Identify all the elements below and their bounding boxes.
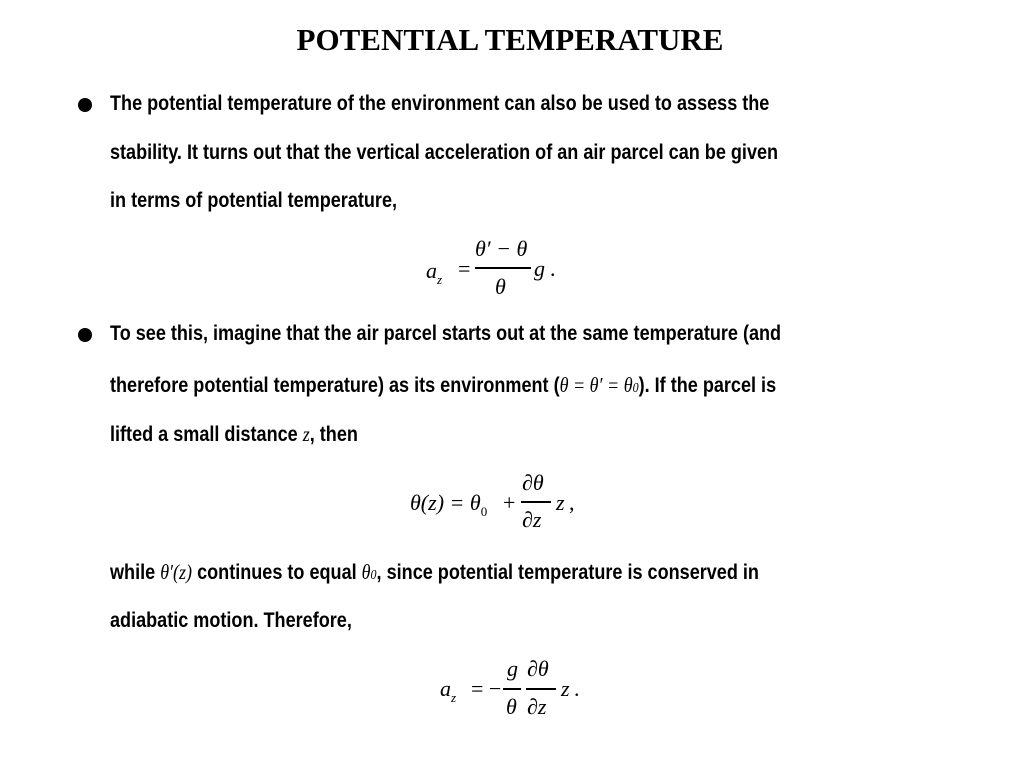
slide-title: POTENTIAL TEMPERATURE xyxy=(296,22,724,57)
eq3-lhs-sub: z xyxy=(451,690,457,705)
eq3-num2: ∂θ xyxy=(527,656,549,681)
eq2-end: , xyxy=(569,490,575,515)
eq3-factor: z xyxy=(561,676,570,701)
eq1-numerator: θ′ − θ xyxy=(475,236,528,261)
bullet2-line3-c: , then xyxy=(309,423,358,446)
bullet2-theta-equality: θ = θ′ = θ xyxy=(559,373,633,397)
bullet2-line3-a: lifted a small distance xyxy=(110,423,303,446)
bullet2-line3 xyxy=(110,422,358,447)
eq1-fraction-bar xyxy=(475,267,531,269)
eq2-lhs-sub: 0 xyxy=(480,504,488,519)
eq3-den2: ∂z xyxy=(527,694,547,719)
eq2-plus: + xyxy=(503,490,516,515)
bullet2-line3-z: z xyxy=(302,422,310,446)
eq3-fraction-bar-1 xyxy=(503,688,521,690)
eq1-lhs-sub: z xyxy=(437,272,443,287)
eq2-factor: z xyxy=(556,490,565,515)
bullet2-theta-sub: 0 xyxy=(632,381,639,396)
eq1-lhs-var: a xyxy=(426,258,437,283)
eq2-numerator: ∂θ xyxy=(522,470,544,495)
bullet2-line2 xyxy=(110,373,776,398)
text3-theta-prime-z: θ′(z) xyxy=(160,560,193,584)
eq1-denominator: θ xyxy=(495,274,506,299)
eq2-fraction-bar xyxy=(521,501,551,503)
eq3-fraction-bar-2 xyxy=(526,688,556,690)
eq1-end: . xyxy=(550,256,556,281)
bullet2-line1: To see this, imagine that the air parcel starts out at the same temperature (and xyxy=(110,322,782,345)
eq3-equals: = − xyxy=(471,676,502,701)
text3-theta-sub: 0 xyxy=(370,568,377,583)
text3-line1-e: , since potential temperature is conserved in xyxy=(376,561,759,584)
bullet1-line1: The potential temperature of the environment can also be used to assess the xyxy=(110,92,770,115)
eq2-lhs: θ(z) = θ xyxy=(410,490,481,515)
eq1-factor: g xyxy=(534,256,545,281)
bullet-dot-2 xyxy=(78,328,92,342)
eq2-denominator: ∂z xyxy=(522,507,542,532)
text3-theta: θ xyxy=(361,560,371,584)
eq3-num1: g xyxy=(507,656,518,681)
text3-line2: adiabatic motion. Therefore, xyxy=(110,609,352,632)
eq3-end: . xyxy=(574,676,580,701)
eq3-den1: θ xyxy=(506,694,517,719)
eq3-lhs-var: a xyxy=(440,676,451,701)
text3-line1-c: continues to equal xyxy=(192,561,362,584)
bullet2-line2-c: ). If the parcel is xyxy=(638,374,777,397)
text3-line1-a: while xyxy=(110,561,161,584)
bullet2-line2-a: therefore potential temperature) as its environment ( xyxy=(110,374,560,397)
eq1-equals: = xyxy=(458,256,471,281)
bullet-dot-1 xyxy=(78,98,92,112)
bullet1-line2: stability. It turns out that the vertical acceleration of an air parcel can be given xyxy=(110,141,779,164)
text3-line1 xyxy=(110,560,759,585)
bullet1-line3: in terms of potential temperature, xyxy=(110,189,398,212)
